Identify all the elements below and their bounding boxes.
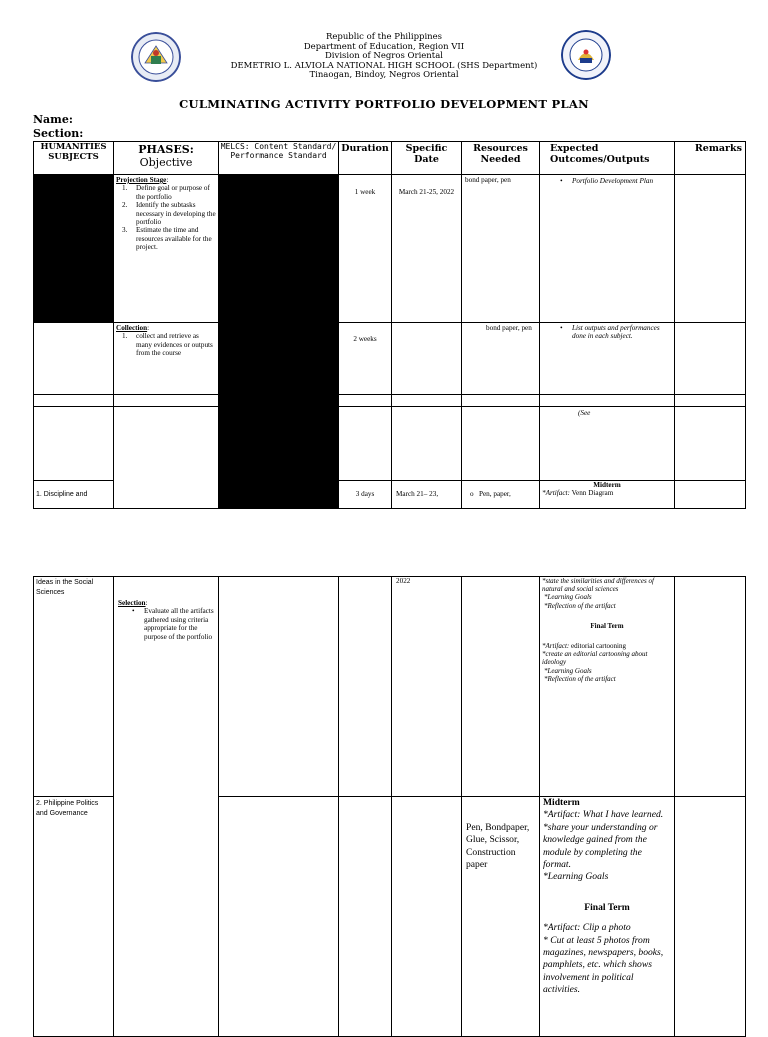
list-item: 1. collect and retrieve as many evidences or outputs from the course — [122, 332, 216, 357]
col-header-date — [392, 142, 462, 175]
social-sciences-outcome — [540, 577, 675, 797]
bullet-o: o — [470, 490, 474, 499]
artifact-value: Venn Diagram — [571, 489, 614, 498]
empty-cell — [219, 577, 339, 797]
col-header-phases-line2: Objective — [139, 156, 193, 169]
document-title: CULMINATING ACTIVITY PORTFOLIO DEVELOPMENT PLAN — [179, 97, 589, 111]
collection-resources: bond paper, pen — [462, 323, 540, 395]
col-header-date-line2: Date — [414, 154, 439, 165]
col-header-remarks: Remarks — [675, 142, 746, 175]
politics-outcome — [540, 797, 675, 1037]
empty-cell — [34, 323, 114, 395]
col-header-resources-line2: Needed — [480, 154, 521, 165]
discipline-date: March 21– 23, — [392, 481, 462, 509]
subject-discipline: 1. Discipline and — [34, 481, 114, 509]
col-header-melcs: MELCS: Content Standard/ Performance Standard — [219, 142, 339, 175]
header-line-address: Tinaogan, Bindoy, Negros Oriental — [309, 70, 459, 81]
midterm-label: Midterm — [593, 481, 621, 489]
discipline-resources-text: Pen, paper, — [478, 490, 511, 499]
collection-duration: 2 weeks — [339, 323, 392, 395]
redacted-cell — [219, 175, 339, 323]
outcome-line: *Reflection of the artifact — [544, 601, 616, 610]
midterm-label: Midterm — [543, 797, 580, 808]
outcome-line: *Learning Goals — [543, 871, 609, 883]
col-header-subjects: HUMANITIES SUBJECTS — [34, 142, 114, 175]
col-header-duration: Duration — [339, 142, 392, 175]
artifact-label: *Artifact: — [542, 642, 570, 651]
outcome-line: * Cut at least 5 photos from magazines, newspapers, books, pamphlets, etc. which shows involvement in political activities. — [543, 934, 664, 996]
name-label: Name: — [33, 113, 73, 126]
header-line-republic: Republic of the Philippines — [325, 32, 443, 42]
projection-item-3: Estimate the time and resources available for the project. — [136, 226, 212, 252]
empty-cell — [462, 407, 540, 481]
redacted-cell — [34, 175, 114, 323]
projection-outcome — [540, 175, 675, 323]
remarks-cell — [675, 175, 746, 323]
redacted-cell — [219, 323, 339, 509]
remarks-cell — [675, 407, 746, 481]
empty-cell — [339, 577, 392, 797]
subject-social-sciences: Ideas in the Social Sciences — [34, 577, 114, 797]
table-row-collection — [34, 323, 746, 395]
list-item: • Evaluate all the artifacts gathered using criteria appropriate for the purpose of the portfolio — [132, 607, 216, 641]
col-header-phases-line1: PHASES: — [138, 143, 194, 156]
table-row-social-sciences — [34, 577, 746, 797]
remarks-cell — [675, 323, 746, 395]
list-item: • Portfolio Development Plan — [560, 177, 654, 185]
table-row-spacer — [34, 395, 746, 407]
col-header-outcomes-line2: Outcomes/Outputs — [550, 154, 650, 165]
header-row — [34, 142, 746, 175]
table-row-see — [34, 407, 746, 481]
remarks-cell — [675, 577, 746, 797]
projection-date: March 21-25, 2022 — [392, 175, 462, 323]
letterhead — [0, 33, 768, 81]
col-header-phases — [114, 142, 219, 175]
phase-selection: Selection: • Evaluate all the artifacts gathered using criteria appropriate for the purpose of the portfolio — [114, 577, 219, 1037]
remarks-cell — [675, 797, 746, 1037]
header-line-school: DEMETRIO L. ALVIOLA NATIONAL HIGH SCHOOL (SHS Department) — [230, 60, 538, 71]
projection-resources: bond paper, pen — [462, 175, 540, 323]
empty-cell — [34, 407, 114, 481]
collection-outcome — [540, 323, 675, 395]
subject-politics: 2. Philippine Politics and Governance — [34, 797, 114, 1037]
final-artifact — [542, 642, 672, 650]
col-header-outcomes-line1: Expected — [550, 143, 599, 154]
empty-cell — [339, 407, 392, 481]
collection-stage-label: Collection — [116, 324, 148, 332]
section-label: Section: — [33, 127, 84, 140]
list-item: 2. Identify the subtasks necessary in developing the portfolio — [122, 201, 216, 227]
outcome-line: *Artifact: Clip a photo — [543, 922, 631, 934]
politics-resources: Pen, Bondpaper, Glue, Scissor, Construction paper — [462, 797, 540, 1037]
empty-cell — [462, 577, 540, 797]
list-item: 1. Define goal or purpose of the portfolio — [122, 184, 216, 201]
outcome-line: *share your understanding or knowledge gained from the module by completing the format. — [543, 821, 658, 871]
empty-cell — [392, 407, 462, 481]
empty-cell — [392, 797, 462, 1037]
portfolio-plan-table — [33, 141, 746, 509]
outcome-line: *Learning Goals — [544, 666, 592, 675]
phase-collection: Collection: 1. collect and retrieve as many evidences or outputs from the course — [114, 323, 219, 395]
outcome-line: *Artifact: What I have learned. — [543, 809, 664, 821]
list-item: • List outputs and performances done in each subject. — [560, 324, 670, 341]
projection-item-2: Identify the subtasks necessary in developing the portfolio — [136, 201, 216, 227]
outcome-line: *Learning Goals — [544, 593, 592, 602]
col-header-resources-line1: Resources — [473, 143, 528, 154]
col-header-outcomes — [540, 142, 675, 175]
projection-duration: 1 week — [339, 175, 392, 323]
projection-outcome-text: Portfolio Development Plan — [572, 177, 654, 185]
table-row-projection — [34, 175, 746, 323]
selection-stage-label: Selection — [118, 599, 146, 607]
outcome-line: *create an editorial cartooning about ideology — [542, 650, 648, 667]
projection-stage-label: Projection Stage — [116, 176, 167, 184]
header-line-division: Division of Negros Oriental — [324, 51, 443, 62]
discipline-duration: 3 days — [339, 481, 392, 509]
collection-outcome-text: List outputs and performances done in each subject. — [572, 324, 660, 341]
see-note: (See — [540, 407, 675, 481]
empty-cell — [339, 797, 392, 1037]
outcome-line: *state the similarities and differences of natural and social sciences — [542, 577, 654, 594]
final-term-label: Final Term — [590, 621, 624, 630]
col-header-resources — [462, 142, 540, 175]
col-header-date-line1: Specific — [405, 143, 448, 154]
portfolio-plan-table-continued — [33, 576, 746, 1037]
projection-item-1: Define goal or purpose of the portfolio — [136, 184, 210, 201]
phase-projection: Projection Stage: 1. Define goal or purpose of the portfolio 2. Identify the subtasks necessary in developing the portfolio 3. Estimate the time and resources available for the project. — [114, 175, 219, 323]
artifact-label: *Artifact: — [542, 489, 570, 498]
empty-cell — [392, 323, 462, 395]
outcome-line: *Reflection of the artifact — [544, 674, 616, 683]
date-continued: 2022 — [392, 577, 462, 797]
collection-item-1: collect and retrieve as many evidences or outputs from the course — [136, 332, 213, 358]
final-term-label: Final Term — [584, 901, 630, 913]
header-line-department: Department of Education, Region VII — [303, 41, 465, 52]
remarks-cell — [675, 481, 746, 509]
empty-cell — [114, 407, 219, 509]
selection-item: Evaluate all the artifacts gathered using criteria appropriate for the purpose of the portfolio — [144, 607, 214, 641]
empty-cell — [219, 797, 339, 1037]
discipline-outcome — [540, 481, 675, 509]
artifact-value: editorial cartooning — [570, 642, 626, 651]
discipline-resources — [462, 481, 540, 509]
discipline-artifact — [542, 489, 672, 497]
list-item: 3. Estimate the time and resources available for the project. — [122, 226, 216, 251]
